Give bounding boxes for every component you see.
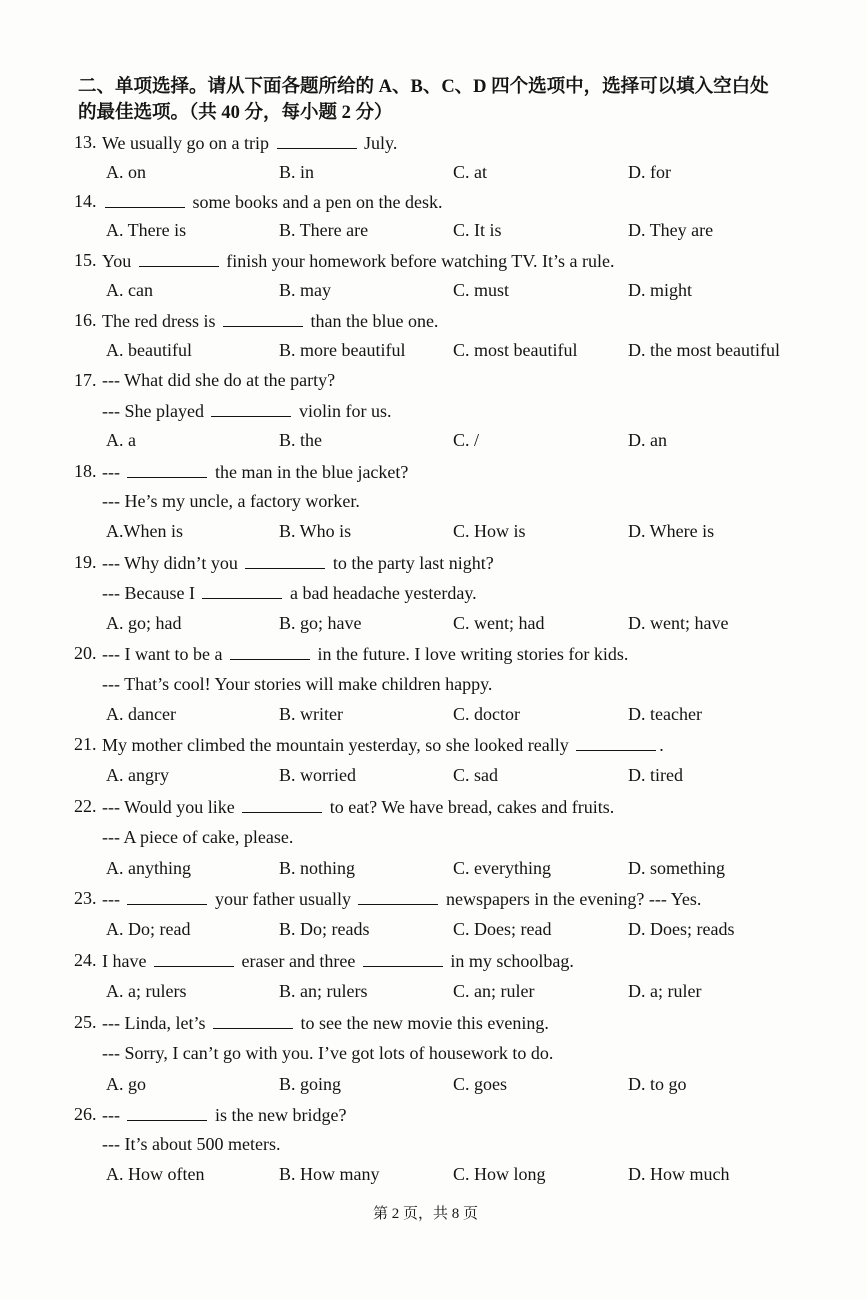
answer-option-a: A. Do; read	[106, 919, 191, 939]
answer-option-b: B. go; have	[279, 613, 362, 633]
question-number: 13.	[74, 132, 97, 152]
answer-option-b: B. more beautiful	[279, 340, 406, 360]
answer-blank	[127, 1103, 207, 1121]
question-text: in my schoolbag.	[445, 951, 574, 971]
question-text-line	[102, 399, 391, 422]
question-text: to the party last night?	[328, 553, 494, 573]
question-text: the man in the blue jacket?	[210, 462, 409, 482]
question-number: 18.	[74, 461, 97, 481]
question-number: 19.	[74, 552, 97, 572]
answer-blank	[154, 949, 234, 967]
question-text: The red dress is	[102, 311, 220, 331]
question-text-line	[102, 309, 438, 332]
answer-option-b: B. worried	[279, 765, 356, 785]
question-text: is the new bridge?	[210, 1105, 347, 1125]
answer-option-b: B. in	[279, 162, 315, 182]
question-text: than the blue one.	[305, 311, 439, 331]
answer-option-d: D. went; have	[628, 613, 729, 633]
question-text-line	[102, 795, 614, 818]
answer-option-c: C. went; had	[453, 613, 545, 633]
question-text: --- I want to be a	[102, 644, 227, 664]
answer-option-b: B. There are	[279, 220, 369, 240]
question-text: violin for us.	[294, 401, 392, 421]
question-text-line	[102, 1103, 346, 1126]
question-number: 20.	[74, 643, 97, 663]
question-text: to see the new movie this evening.	[295, 1013, 549, 1033]
question-text: finish your homework before watching TV. It’s a rule.	[221, 251, 615, 271]
question-text: July.	[359, 133, 398, 153]
question-text: --- Sorry, I can’t go with you. I’ve got lots of housework to do.	[102, 1043, 554, 1063]
answer-option-c: C. an; ruler	[453, 981, 535, 1001]
answer-blank	[245, 551, 325, 569]
question-text: --- Would you like	[102, 797, 240, 817]
question-text: --- What did she do at the party?	[102, 370, 336, 390]
answer-option-c: C. most beautiful	[453, 340, 578, 360]
question-text: newspapers in the evening? --- Yes.	[441, 889, 702, 909]
answer-option-d: D. to go	[628, 1074, 687, 1094]
question-text: a bad headache yesterday.	[285, 583, 477, 603]
section-heading-line-1: 二、单项选择。请从下面各题所给的 A、B、C、D 四个选项中，选择可以填入空白处	[78, 77, 769, 97]
answer-option-a: A. angry	[106, 765, 169, 785]
answer-option-a: A. There is	[106, 220, 187, 240]
answer-blank	[363, 949, 443, 967]
question-text-line	[102, 190, 442, 213]
answer-option-b: B. an; rulers	[279, 981, 368, 1001]
answer-option-d: D. teacher	[628, 704, 702, 724]
answer-blank	[211, 399, 291, 417]
answer-option-a: A. a; rulers	[106, 981, 187, 1001]
answer-option-b: B. the	[279, 430, 322, 450]
question-text: --- She played	[102, 401, 209, 421]
question-text: .	[659, 735, 664, 755]
question-number: 16.	[74, 310, 97, 330]
answer-option-d: D. for	[628, 162, 671, 182]
question-text-line	[102, 249, 614, 272]
answer-option-c: C. goes	[453, 1074, 507, 1094]
question-text-line	[102, 1133, 280, 1155]
answer-option-c: C. doctor	[453, 704, 520, 724]
answer-blank	[277, 131, 357, 149]
question-number: 24.	[74, 950, 97, 970]
answer-option-b: B. How many	[279, 1164, 380, 1184]
question-text-line	[102, 733, 664, 756]
answer-option-a: A. go	[106, 1074, 146, 1094]
answer-option-b: B. writer	[279, 704, 343, 724]
answer-option-d: D. Does; reads	[628, 919, 735, 939]
answer-blank	[230, 642, 310, 660]
answer-option-b: B. going	[279, 1074, 342, 1094]
question-text: --- He’s my uncle, a factory worker.	[102, 491, 360, 511]
question-text: some books and a pen on the desk.	[188, 192, 443, 212]
answer-blank	[127, 887, 207, 905]
answer-option-d: D. How much	[628, 1164, 730, 1184]
question-text-line	[102, 551, 494, 574]
question-text: --- It’s about 500 meters.	[102, 1134, 281, 1154]
question-text: We usually go on a trip	[102, 133, 274, 153]
question-text-line	[102, 949, 574, 972]
answer-blank	[127, 460, 207, 478]
answer-option-a: A.When is	[106, 521, 183, 541]
question-text: in the future. I love writing stories for kids.	[312, 644, 629, 664]
answer-option-a: A. can	[106, 280, 153, 300]
question-text-line	[102, 581, 477, 604]
question-text: You	[102, 251, 136, 271]
question-text: --- Why didn’t you	[102, 553, 243, 573]
question-text-line	[102, 490, 360, 512]
answer-option-a: A. dancer	[106, 704, 176, 724]
answer-option-b: B. Do; reads	[279, 919, 370, 939]
question-text-line	[102, 460, 408, 483]
answer-option-a: A. a	[106, 430, 136, 450]
question-text-line	[102, 1011, 549, 1034]
answer-blank	[242, 795, 322, 813]
question-number: 25.	[74, 1012, 97, 1032]
question-text-line	[102, 369, 335, 391]
question-text: --- Because I	[102, 583, 200, 603]
answer-option-b: B. Who is	[279, 521, 352, 541]
answer-option-c: C. must	[453, 280, 510, 300]
question-number: 21.	[74, 734, 97, 754]
answer-option-a: A. beautiful	[106, 340, 192, 360]
answer-blank	[139, 249, 219, 267]
question-text: ---	[102, 462, 125, 482]
question-number: 17.	[74, 370, 97, 390]
question-text: --- That’s cool! Your stories will make children happy.	[102, 674, 493, 694]
answer-option-a: A. go; had	[106, 613, 182, 633]
question-number: 26.	[74, 1104, 97, 1124]
question-number: 22.	[74, 796, 97, 816]
question-number: 14.	[74, 191, 97, 211]
answer-option-c: C. /	[453, 430, 480, 450]
answer-option-d: D. They are	[628, 220, 714, 240]
answer-option-d: D. tired	[628, 765, 683, 785]
answer-option-d: D. a; ruler	[628, 981, 702, 1001]
answer-option-d: D. something	[628, 858, 725, 878]
question-text: your father usually	[210, 889, 356, 909]
answer-option-a: A. on	[106, 162, 146, 182]
answer-option-c: C. How long	[453, 1164, 546, 1184]
answer-option-d: D. might	[628, 280, 693, 300]
question-text-line	[102, 826, 293, 848]
question-text: eraser and three	[236, 951, 360, 971]
answer-option-d: D. the most beautiful	[628, 340, 780, 360]
answer-option-d: D. an	[628, 430, 667, 450]
answer-option-c: C. Does; read	[453, 919, 552, 939]
answer-option-b: B. nothing	[279, 858, 356, 878]
answer-blank	[202, 581, 282, 599]
page-footer: 第 2 页，共 8 页	[373, 1206, 479, 1222]
answer-option-c: C. at	[453, 162, 487, 182]
question-text: My mother climbed the mountain yesterday, so she looked really	[102, 735, 574, 755]
answer-option-b: B. may	[279, 280, 331, 300]
question-text: I have	[102, 951, 151, 971]
question-text-line	[102, 642, 628, 665]
answer-blank	[223, 309, 303, 327]
question-number: 23.	[74, 888, 97, 908]
answer-option-d: D. Where is	[628, 521, 715, 541]
question-text-line	[102, 131, 397, 154]
answer-option-c: C. everything	[453, 858, 551, 878]
answer-option-c: C. sad	[453, 765, 498, 785]
question-number: 15.	[74, 250, 97, 270]
answer-option-c: C. How is	[453, 521, 526, 541]
answer-blank	[105, 190, 185, 208]
answer-option-a: A. anything	[106, 858, 191, 878]
answer-option-c: C. It is	[453, 220, 502, 240]
question-text: --- Linda, let’s	[102, 1013, 210, 1033]
section-heading-line-2: 的最佳选项。（共 40 分，每小题 2 分）	[78, 103, 393, 123]
question-text: to eat? We have bread, cakes and fruits.	[325, 797, 615, 817]
answer-option-a: A. How often	[106, 1164, 205, 1184]
answer-blank	[358, 887, 438, 905]
question-text-line	[102, 1042, 553, 1064]
question-text-line	[102, 673, 492, 695]
question-text: ---	[102, 889, 125, 909]
question-text-line	[102, 887, 701, 910]
answer-blank	[213, 1011, 293, 1029]
question-text: --- A piece of cake, please.	[102, 827, 294, 847]
question-text: ---	[102, 1105, 125, 1125]
answer-blank	[576, 733, 656, 751]
